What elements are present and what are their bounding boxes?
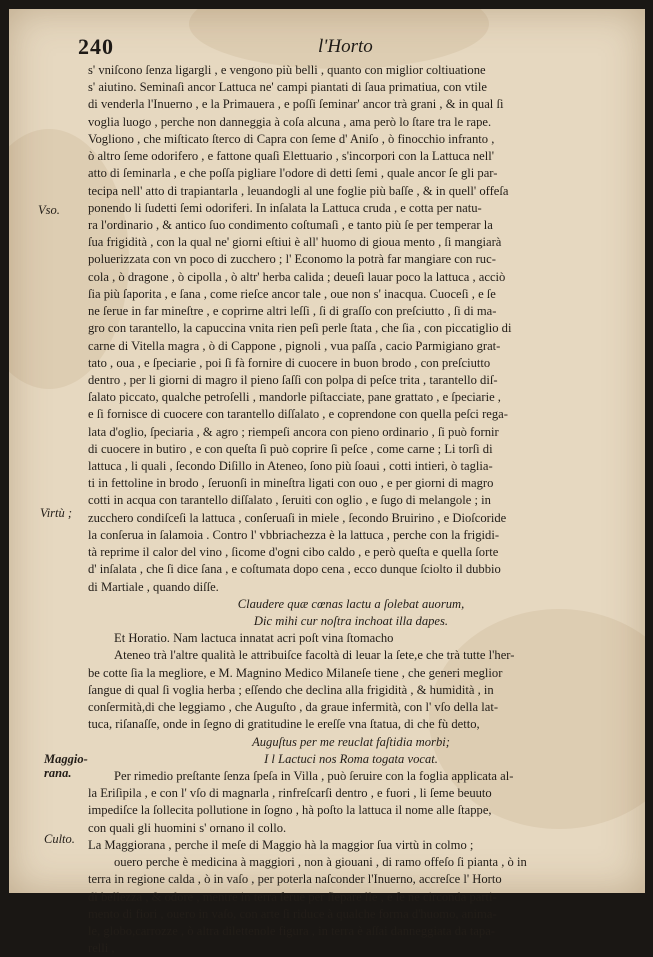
text-line: di cuocere in butiro , e con queſta ſi può coprire ſi peſce , come carne ; Li torſi di: [88, 441, 493, 456]
text-line: ſangue di qual ſi voglia herba ; eſſendo che declina alla frigidità , & humidità , in: [88, 682, 494, 697]
text-line: d' inſalata , che ſi dice ſana , e coſtumata dopo cena , ecco dunque ſciolto il dubbio: [88, 562, 501, 577]
text-line: ouero perche è medicina à maggiori , non à giouani , di ramo offeſo ſi pianta , ò in: [114, 855, 527, 870]
text-line: tuca, riſanaſſe, onde in ſegno di gratitudine le ereſſe vna ſtatua, di che fù detto,: [88, 717, 480, 732]
text-line: dentro , per li giorni di magro il pieno ſaſſi con polpa di peſce trita , tarantello diſ-: [88, 372, 498, 387]
text-line: e ſi fornisce di cuocere con tarantello diſſalato , e coprendone con quella peſci rega-: [88, 407, 508, 422]
page-number: 240: [78, 34, 114, 59]
text-line: terra in regione calda , ò in vaſo , per poterla naſconder l'Inuerno, accreſce l' Horto: [88, 872, 502, 887]
page-header: [78, 34, 598, 64]
text-line: con quali gli huomini s' ornano il collo.: [88, 820, 287, 835]
text-line: impediſce la ſollecita pollutione in ſogno , hà poſto la lattuca il nome alle ſtappe,: [88, 803, 492, 818]
text-line: ſua frigidità , con la qual ne' giorni eſtiui è all' huomo di gioua mento , ſi mangiarà: [88, 235, 502, 250]
text-line: ſalato piccato, qualche petroſelli , mandorle piſtacciate, pane grattato , e ſpeciarie ,: [88, 390, 501, 405]
text-line: poluerizzata con vn poco di zucchero ; l' Economo la potrà far mangiare con ruc-: [88, 252, 496, 267]
text-line: atto di ſeminarla , e che poſſa pigliare l'odore di detti ſemi , quale ancor ſe gli par-: [88, 166, 498, 181]
text-line: cola , ò dragone , ò cipolla , ò altr' herba calida ; deueſi lauar poco la lattuca , acciò: [88, 269, 506, 284]
text-line: di Martiale , quando diſſe.: [88, 579, 219, 594]
text-line: la conſerua in ſalamoia . Contro l' vbbriachezza è la lattuca , perche con la frigidi-: [88, 527, 500, 542]
text-line: Vogliono , che miſticato ſterco di Capra con ſeme d' Aniſo , ò finocchio infranto ,: [88, 131, 495, 146]
text-line: mento di fiori , ouero in vaſo, con arte ſi riduce à qualche forma d'huomo, anima-: [88, 906, 497, 921]
text-line: tà reprime il calor del vino , ſicome d'ogni cibo caldo , e però queſta e quella ſorte: [88, 545, 499, 560]
margin-note-uso: Vso.: [38, 203, 60, 217]
text-line: I l Lactuci nos Roma togata vocat.: [264, 751, 438, 766]
text-line: ponendo li ſudetti ſemi odoriferi. In inſalata la Lattuca cruda , e cotta per natu-: [88, 200, 482, 215]
text-line: la Eriſipila , e con l' vſo di magnarla , rinfreſcarſi dentro , e fuori , li ſeme beuuto: [88, 786, 492, 801]
margin-note-maggiorana: Maggio- rana.: [44, 752, 88, 780]
text-line: s' aiutino. Seminaſi ancor Lattuca ne' campi piantati di ſaua primatiua, con vtile: [88, 80, 488, 95]
text-line: carne di Vitella magra , ò di Cappone , pignoli , vua paſſa , cacio Parmigiano grat-: [88, 338, 501, 353]
body-text: [88, 62, 614, 957]
text-line: La Maggiorana , perche il meſe di Maggio hà la maggior ſua virtù in colmo ;: [88, 837, 474, 852]
text-line: relli ,: [88, 941, 115, 956]
text-line: ò altro ſeme odorifero , e fattone quaſi Elettuario , s'incorpori con la Lattuca nell': [88, 149, 494, 164]
running-title: l'Horto: [318, 36, 373, 57]
text-line: di bellezza , & odore , mentre in terra ſerue per ſiepare lle , e ſe ne circonda parti-: [88, 889, 497, 904]
text-line: ra l'ordinario , & antico ſuo condimento coſtumaſi , e tanto più ſe per temperar la: [88, 217, 493, 232]
text-line: ti in fettoline in brodo , ſeruonſi in mineſtra ligati con ouo , e per giorni di magro: [88, 476, 494, 491]
text-line: voglia luogo , perche non danneggia à coſa alcuna , ama però lo ſtare tra le rape.: [88, 114, 492, 129]
text-line: tato , oua , e ſpeciarie , poi ſi fà fornire di cuocere in buon brodo , con preſciutto: [88, 355, 491, 370]
text-line: le, globo,carrozze , ò altra dilettenole figura , in terra è aſſai danneggiata da tapa-: [88, 923, 495, 938]
text-line: tecipa nell' atto di trapiantarla , leuandogli al une foglie più baſſe , & in quell' offeſa: [88, 183, 509, 198]
text-line: Dic mihi cur noſtra inchoat illa dapes.: [253, 614, 449, 628]
margin-note-culto: Culto.: [44, 832, 75, 846]
text-line: ne ſerue in far mineſtre , e coprirne altri leſſi , ſi di graſſo con preſciutto , ſi di ma-: [88, 304, 497, 319]
text-line: ſia più ſaporita , e ſana , come rieſce ancor tale , oue non s' inacqua. Cuoceſi , e ſe: [88, 286, 496, 301]
text-line: zucchero condiſceſi la lattuca , conſeruaſi in miele , ſecondo Bruirino , e Dioſcoride: [88, 510, 507, 525]
margin-note-virtu: Virtù ;: [40, 506, 73, 520]
text-line: lattuca , li quali , ſecondo Diſillo in Ateneo, ſono più ſoaui , cotti intieri, ò taglia-: [88, 459, 493, 474]
text-line: Claudere quæ cœnas lactu a ſolebat auorum,: [237, 596, 465, 611]
text-line: Ateneo trà l'altre qualità le attribuiſce facoltà di leuar la ſete,e che trà tutte l'her-: [114, 648, 515, 663]
text-line: s' vniſcono ſenza ligargli , e vengono più belli , quanto con miglior coltiuatione: [88, 63, 486, 77]
text-line: be cotte ſia la megliore, e M. Magnino Medico Milaneſe tiene , che generi meglior: [88, 665, 503, 680]
text-line: cotti in acqua con tarantello diſſalato , ſeruiti con oglio , e ſugo di melangole ; in: [88, 493, 491, 508]
text-line: lata d'oglio, ſpeciaria , & agro ; riempeſi ancora con pieno ordinario , ſi può fornir: [88, 424, 499, 439]
text-line: conſermità,di che leggiamo , che Auguſto , da graue infermità, con l' vſo della lat-: [88, 700, 499, 715]
text-line: gro con tarantello, la capuccina vnita rien peſi perle ſtata , che ſia , con piccatiglio di: [88, 321, 512, 336]
text-line: di venderla l'Inuerno , e la Primauera , e poſſi ſeminar' ancor trà grani , & in qual ſi: [88, 97, 504, 112]
text-line: Auguſtus per me reuclat faſtidia morbi;: [252, 734, 450, 749]
text-line: Et Horatio. Nam lactuca innatat acri poſt vina ſtomacho: [114, 631, 394, 646]
text-line: Per rimedio preſtante ſenza ſpeſa in Villa , può ſeruire con la foglia applicata al-: [114, 768, 514, 783]
